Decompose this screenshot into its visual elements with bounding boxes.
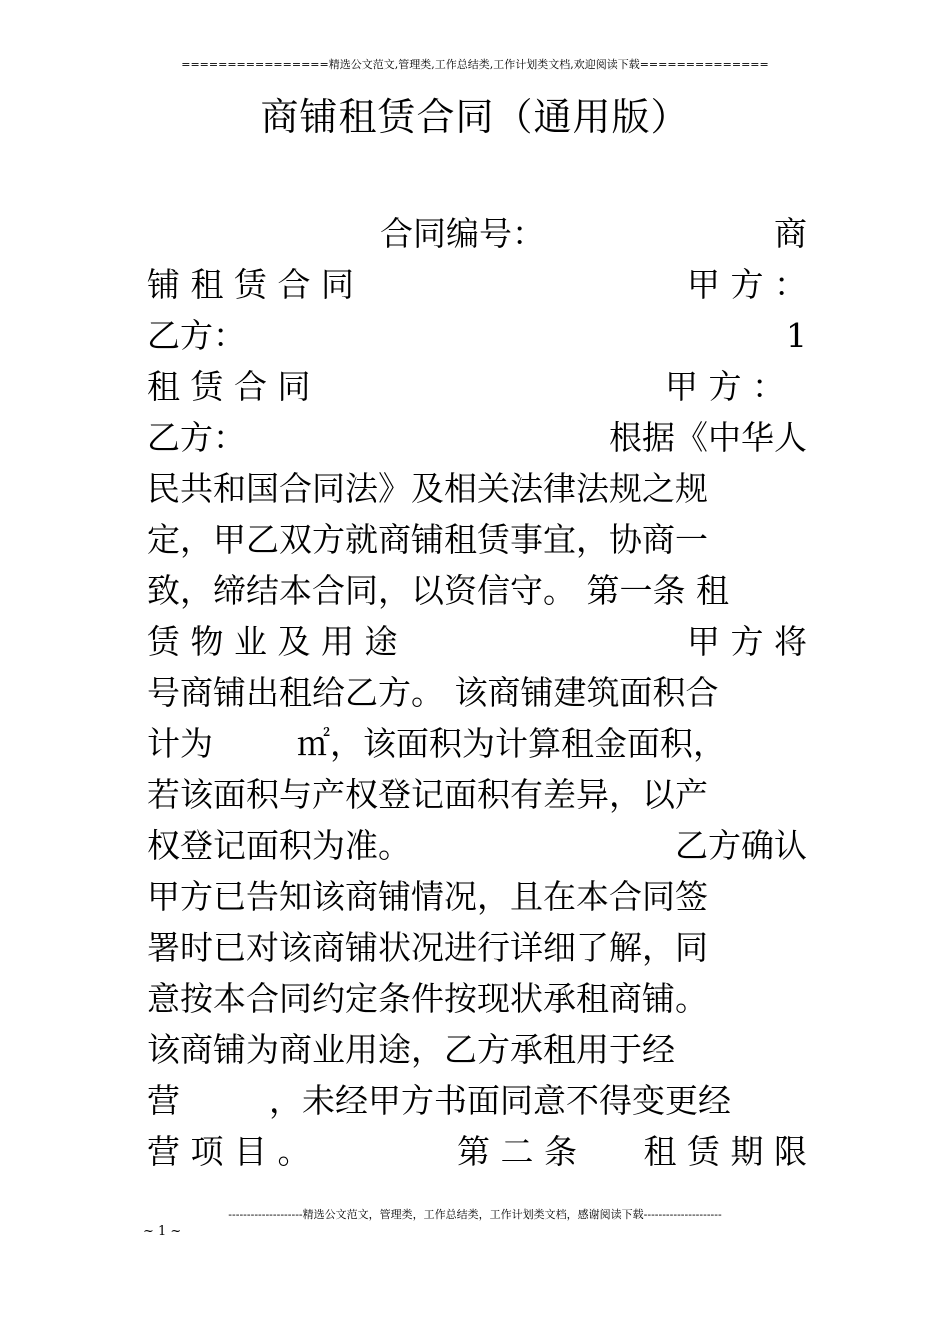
party-b-label: 乙方： bbox=[147, 418, 246, 457]
line-left-text: 营 项 目 。 bbox=[147, 1132, 311, 1171]
line-right-text: 商 bbox=[774, 214, 807, 253]
body-line bbox=[147, 718, 807, 769]
line-right-text: 根据《中华人 bbox=[609, 418, 807, 457]
body-line bbox=[147, 565, 807, 616]
contract-number-label: 合同编号： bbox=[380, 214, 545, 253]
paragraph-text: 致，缔结本合同，以资信守。 第一条 租 bbox=[147, 571, 729, 610]
paragraph-text: 该商铺为商业用途，乙方承租用于经 bbox=[147, 1030, 675, 1069]
body-line bbox=[147, 259, 807, 310]
body-line bbox=[147, 514, 807, 565]
page-footer: --------------------精选公文范文，管理类，工作总结类，工作计划类文档，感谢阅读下载--------------------- bbox=[228, 1208, 722, 1221]
body-line bbox=[147, 820, 807, 871]
line-left-text: 计为 bbox=[147, 724, 213, 763]
body-line bbox=[147, 310, 807, 361]
body-line bbox=[147, 616, 807, 667]
line-right-text: 乙方确认 bbox=[675, 826, 807, 865]
party-a-label: 甲 方 ： bbox=[665, 367, 785, 406]
page-header: ================精选公文范文,管理类,工作总结类,工作计划类文档,欢迎阅读下载============== bbox=[181, 58, 769, 71]
body-line bbox=[147, 208, 807, 259]
paragraph-text: 甲方已告知该商铺情况，且在本合同签 bbox=[147, 877, 708, 916]
page-number: ~ 1 ~ bbox=[143, 1224, 182, 1239]
paragraph-text: 若该面积与产权登记面积有差异，以产 bbox=[147, 775, 708, 814]
body-line bbox=[147, 973, 807, 1024]
body-line bbox=[147, 463, 807, 514]
body-line bbox=[147, 1075, 807, 1126]
line-mid-text: ，未经甲方书面同意不得变更经 bbox=[269, 1081, 731, 1120]
body-line bbox=[147, 871, 807, 922]
line-left-text: 租 赁 合 同 bbox=[147, 367, 311, 406]
document-title: 商铺租赁合同（通用版） bbox=[260, 95, 690, 139]
section-heading-text: 赁 物 业 及 用 途 bbox=[147, 622, 398, 661]
body-line bbox=[147, 769, 807, 820]
line-right-text: 租 赁 期 限 bbox=[643, 1132, 807, 1171]
body-line bbox=[147, 412, 807, 463]
line-left-text: 铺 租 赁 合 同 bbox=[147, 265, 354, 304]
body-line bbox=[147, 667, 807, 718]
line-right-text: 1 bbox=[786, 316, 807, 355]
body-line bbox=[147, 1126, 807, 1177]
paragraph-text: 意按本合同约定条件按现状承租商铺。 bbox=[147, 979, 708, 1018]
document-body bbox=[147, 208, 807, 1177]
paragraph-text: 民共和国合同法》及相关法律法规之规 bbox=[147, 469, 708, 508]
line-left-text: 权登记面积为准。 bbox=[147, 826, 411, 865]
paragraph-text: 署时已对该商铺状况进行详细了解，同 bbox=[147, 928, 708, 967]
party-a-label: 甲 方 ： bbox=[687, 265, 807, 304]
body-line bbox=[147, 361, 807, 412]
line-right-text: 甲 方 将 bbox=[687, 622, 807, 661]
paragraph-text: 定，甲乙双方就商铺租赁事宜，协商一 bbox=[147, 520, 708, 559]
line-mid-text: ㎡，该面积为计算租金面积， bbox=[297, 724, 726, 763]
body-line bbox=[147, 922, 807, 973]
body-line bbox=[147, 1024, 807, 1075]
line-left-text: 营 bbox=[147, 1081, 180, 1120]
article-label: 第 二 条 bbox=[457, 1132, 577, 1171]
paragraph-text: 号商铺出租给乙方。 该商铺建筑面积合 bbox=[147, 673, 719, 712]
party-b-label: 乙方： bbox=[147, 316, 246, 355]
